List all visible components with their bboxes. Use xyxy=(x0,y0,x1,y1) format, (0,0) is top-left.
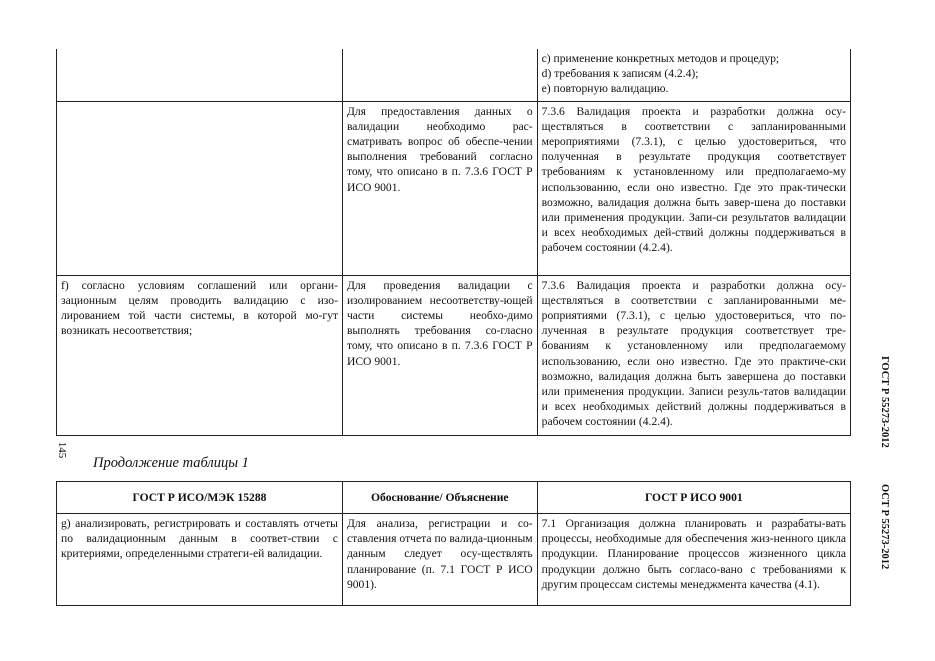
column-header: Обоснование/ Объяснение xyxy=(342,482,537,514)
cell-text: f) согласно условиям соглашений или органи-зационным целям проводить валидацию с изо-лированием той части системы, в которой мо-гут возникать несоответствия; xyxy=(61,278,338,338)
table-cell xyxy=(537,101,850,275)
table-row xyxy=(57,275,851,435)
cell-text: Для предоставления данных о валидации необходимо рас-сматривать вопрос об обеспе-чении выполнения требований согласно тому, что описано в п. 7.3.6 ГОСТ Р ИСО 9001. xyxy=(346,104,533,194)
table-caption: Продолжение таблицы 1 xyxy=(93,455,249,471)
lower-table xyxy=(56,481,851,606)
table-cell: g) анализировать, регистрировать и составлять отчеты по валидационным данным в соответ-ствии с критериями, определенными стратеги-ей валидации. xyxy=(57,514,343,606)
column-header: ГОСТ Р ИСО 9001 xyxy=(537,482,850,514)
list-item: d) требования к записям (4.2.4); xyxy=(541,67,699,81)
list-item: e) повторную валидацию. xyxy=(541,82,669,96)
table-row xyxy=(57,101,851,275)
list-item: c) применение конкретных методов и процедур; xyxy=(541,52,780,65)
table-cell xyxy=(57,275,343,435)
table-cell: Для анализа, регистрации и со-ставления отчета по валида-ционным данным следует осу-ществлять планирование (п. 7.1 ГОСТ Р ИСО 9001). xyxy=(342,514,537,606)
table-cell xyxy=(342,49,537,101)
table-cell xyxy=(57,49,343,101)
page-number: 145 xyxy=(56,441,68,459)
cell-text: 7.3.6 Валидация проекта и разработки должна осу-ществляться в соответствии с запланированными мероприятиями (7.3.1), с целью удостовериться, что полученная в результате продукция соответствует требованиям к установленному или предполагаемо-му использованию, если оно известно. Где это прак-тически возможно, валидация должна быть завер-шена до поставки или применения продукции. Запи-си результатов валидации и всех необходимых дей-ствий должны поддерживаться в рабочем состоянии (4.2.4). xyxy=(541,104,846,255)
table-cell xyxy=(342,275,537,435)
cell-text: 7.3.6 Валидация проекта и разработки должна осу-ществляться в соответствии с запланированными ме-роприятиями (7.3.1), с целью удостовериться, что по-лученная в результате продукция соответствует тре-бованиям к установленному или предполагаемому использованию, если оно известно. Где это практиче-ски возможно, валидация должна быть завершена до поставки или применения продукции. Записи резуль-татов валидации и всех необходимых действий должны поддерживаться в рабочем состоянии (4.2.4). xyxy=(541,278,846,429)
side-document-label: ОСТ Р 55273-2012 xyxy=(879,484,890,570)
side-document-label: ГОСТ Р 55273-2012 xyxy=(879,356,890,448)
table-row xyxy=(57,49,851,101)
table-header-row xyxy=(57,482,851,514)
table-cell xyxy=(537,49,850,101)
column-header: ГОСТ Р ИСО/МЭК 15288 xyxy=(57,482,343,514)
table-row xyxy=(57,514,851,606)
table-cell xyxy=(537,275,850,435)
cell-text: Для проведения валидации с изолированием несоответству-ющей части системы необхо-димо выполнять требования со-гласно тому, что описано в п. 7.3.6 ГОСТ Р ИСО 9001. xyxy=(346,278,533,368)
table-cell: 7.1 Организация должна планировать и разрабаты-вать процессы, необходимые для обеспечения жиз-ненного цикла продукции. Планирование процессов жизненного цикла продукции должно быть согласо-вано с требованиями к другим процессам системы менеджмента качества (4.1). xyxy=(537,514,850,606)
upper-table xyxy=(56,49,851,436)
table-cell xyxy=(57,101,343,275)
table-cell xyxy=(342,101,537,275)
